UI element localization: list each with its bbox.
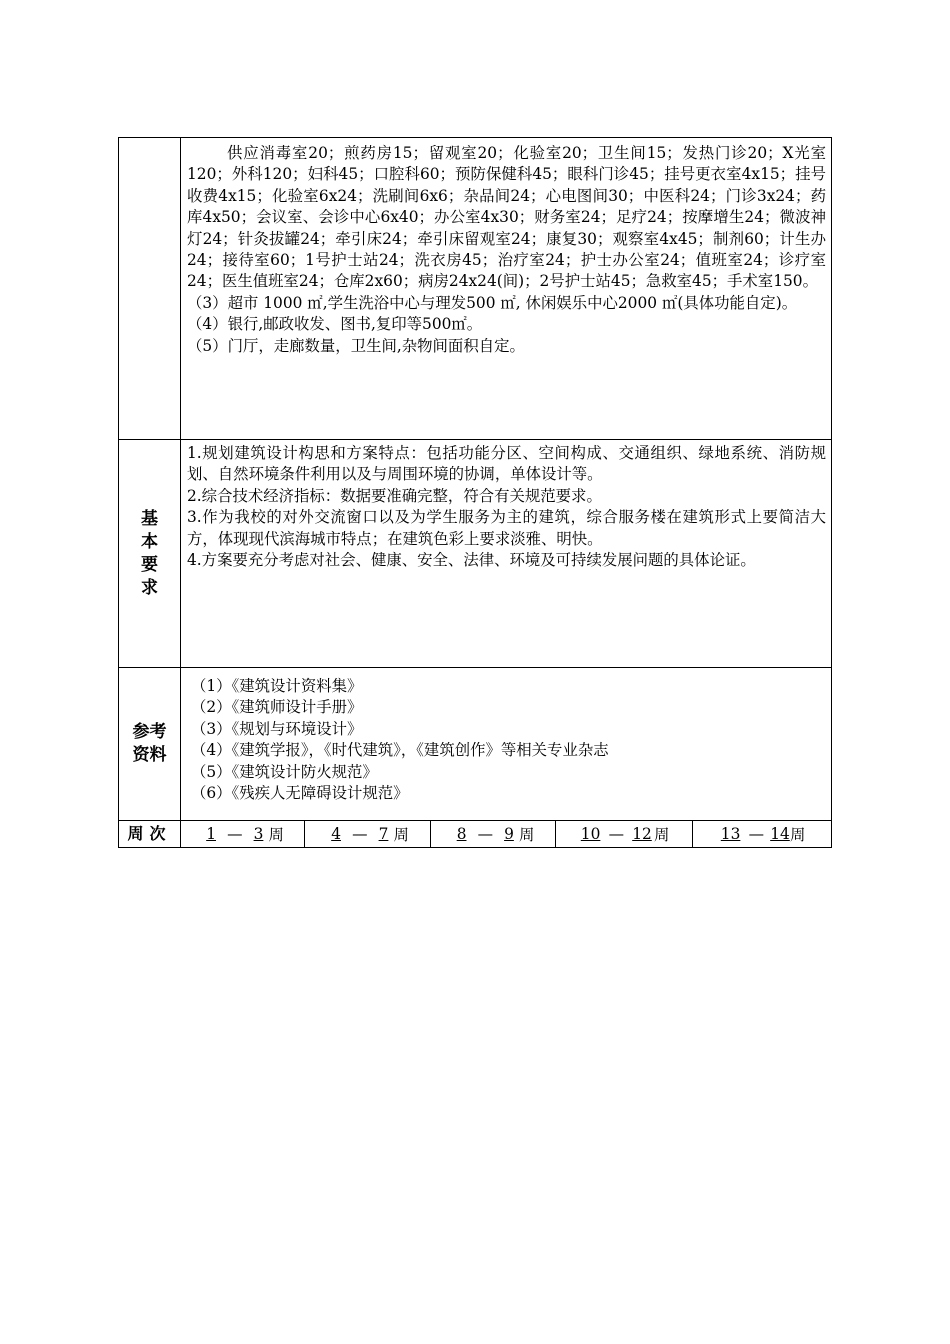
requirement-item: 4.方案要充分考虑对社会、健康、安全、法律、环境及可持续发展问题的具体论证。 [187, 551, 756, 570]
week-label: 周次 [119, 821, 181, 848]
reference-item: （2）《建筑师设计手册》 [191, 698, 363, 717]
design-task-sheet [118, 137, 832, 848]
reference-item: （6）《残疾人无障碍设计规范》 [191, 784, 409, 803]
room-list-paragraph: 供应消毒室20；煎药房15；留观室20；化验室20；卫生间15；发热门诊20；X光室120；外科120；妇科45；口腔科60；预防保健科45；眼科门诊45；挂号更衣室4x15；挂号收费4x15；化验室6x24；洗刷间6x6；杂品间24；心电图间30；中医科24；门诊3x24；药库4x50；会议室、会诊中心6x40；办公室4x30；财务室24；足疗24；按摩增生24；微波神灯24；针灸拔罐24；牵引床24；牵引床留观室24；康复30；观察室4x45；制剂60；计生办24；接待室60；1号护士站24；洗衣房45；治疗室24；护士办公室24；值班室24；诊疗室24；医生值班室24；仓库2x60；病房24x24(间)；2号护士站45；急救室45；手术室150。 [187, 144, 826, 291]
week-schedule-row [119, 821, 832, 848]
basic-requirements-row [119, 440, 832, 668]
week-range: 4 — 7 周 [305, 821, 431, 847]
requirement-item: 1.规划建筑设计构思和方案特点：包括功能分区、空间构成、交通组织、绿地系统、消防规划、自然环境条件利用以及与周围环境的协调，单体设计等。 [187, 444, 826, 484]
reference-item: （5）《建筑设计防火规范》 [191, 762, 378, 781]
basic-requirements-label [119, 440, 181, 668]
task-table [118, 137, 832, 848]
basic-requirements-content [181, 440, 832, 668]
label-char: 基 [141, 508, 158, 529]
references-content [181, 668, 832, 821]
week-range: 8 — 9 周 [431, 821, 556, 847]
label-char: 要 [141, 554, 158, 575]
reference-item: （1）《建筑设计资料集》 [191, 677, 363, 695]
week-ranges-cell [181, 821, 832, 848]
reference-item: （4）《建筑学报》，《时代建筑》，《建筑创作》等相关专业杂志 [191, 741, 609, 760]
requirement-item: 2.综合技术经济指标：数据要准确完整，符合有关规范要求。 [187, 486, 602, 505]
rooms-cell [181, 138, 832, 440]
label-char: 求 [141, 577, 158, 598]
rooms-row [119, 138, 832, 440]
references-label [119, 668, 181, 821]
references-row [119, 668, 832, 821]
label-char: 本 [141, 531, 158, 552]
week-range: 1 — 3 周 [181, 821, 305, 847]
requirement-item: 3.作为我校的对外交流窗口以及为学生服务为主的建筑，综合服务楼在建筑形式上要简洁大方，体现现代滨海城市特点；在建筑色彩上要求淡雅、明快。 [187, 508, 826, 548]
bank-paragraph: （4）银行,邮政收发、图书,复印等500㎡。 [187, 315, 483, 334]
week-range: 10 — 12 周 [556, 821, 693, 847]
supermarket-paragraph: （3）超市 1000 ㎡,学生洗浴中心与理发500 ㎡, 休闲娱乐中心2000 ㎡(具体功能自定)。 [187, 293, 798, 312]
week-range: 13 — 14 周 [720, 825, 806, 844]
reference-item: （3）《规划与环境设计》 [191, 719, 363, 738]
rooms-label-cell [119, 138, 181, 440]
lobby-paragraph: （5）门厅，走廊数量，卫生间,杂物间面积自定。 [187, 336, 525, 355]
label-line: 资料 [132, 745, 167, 765]
label-line: 参考 [132, 722, 167, 742]
